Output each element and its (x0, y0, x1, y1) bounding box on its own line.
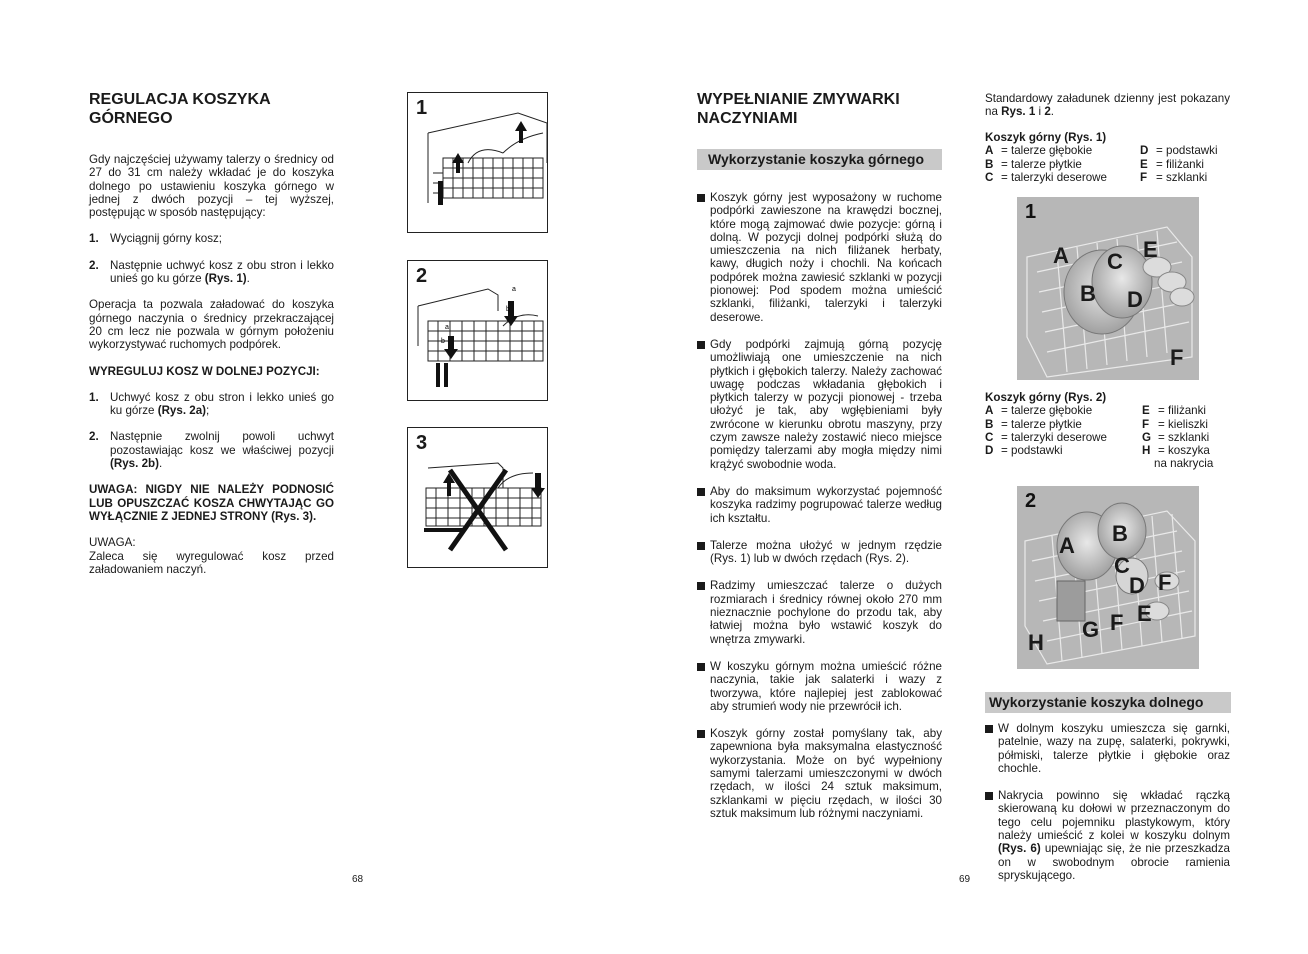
note-label: UWAGA: (89, 536, 136, 550)
photo-label-f: F (1158, 570, 1172, 595)
photo-label-a: A (1059, 533, 1075, 558)
bullet-text: upewniając się, że nie przeszkadza on w swobodnym obrocie ramienia spryskującego. (998, 842, 1230, 882)
legend-value: = talerze głębokie (1001, 144, 1093, 158)
legend-title: Koszyk górny (Rys. 1) (985, 131, 1107, 144)
figure-mark: b (441, 338, 445, 345)
photo-upper-basket-1 (1017, 197, 1199, 380)
upper-basket-bullets (697, 191, 942, 834)
intro-text: Standardowy załadunek dzienny jest pokazany na (985, 92, 1230, 119)
photo-label-d: D (1129, 573, 1145, 598)
legend-key: C (985, 430, 994, 444)
legend-value: = szklanki (1156, 170, 1208, 184)
legend-1 (985, 131, 1235, 184)
figure-reference: Rys. 1 (1001, 105, 1036, 119)
photo-label-h: H (1028, 630, 1044, 655)
photo-number: 1 (1025, 201, 1037, 223)
figure-mark: b (506, 306, 510, 313)
warning-paragraph: UWAGA: NIGDY NIE NALEŻY PODNOSIĆ LUB OPUSZCZAĆ KOSZA CHWYTAJĄC GO WYŁĄCZNIE Z JEDNEJ STRONY (Rys. 3). (89, 483, 334, 523)
legend-value: = talerze płytkie (1001, 417, 1082, 431)
legend-key: E (1140, 157, 1148, 171)
legend-key: D (1140, 144, 1149, 158)
legend-row (1142, 404, 1213, 417)
bullet-item: Koszyk górny jest wyposażony w ruchome podpórki zawieszone na krawędzi bocznej, które mogą zajmować dwie pozycje: górną i dolną. W pozycji dolnej podpórki służą do umieszczenia na nich filiżanek herbaty, kawy, długich noży i chochli. Na końcach podpórek można zawiesić szklanki w pozycji pionowej: Pod spodem można umieścić szklanki, filiżanki, talerzyki i talerzyki deserowe. (697, 191, 942, 324)
step-text: Uchwyć kosz z obu stron i lekko unieś go ku górze (110, 390, 334, 418)
legend-key: D (985, 444, 994, 458)
lower-basket-bullets (985, 722, 1230, 896)
photo-label-e: E (1137, 601, 1152, 626)
legend-value: = filiżanki (1156, 157, 1205, 171)
figure-reference: (Rys. 6) (998, 842, 1041, 856)
lower-basket-section-bar (985, 692, 1231, 713)
legend-key: E (1142, 404, 1150, 418)
legend-row (1142, 431, 1213, 444)
section-title: Wykorzystanie koszyka dolnego (989, 694, 1204, 710)
photo-label-f: F (1170, 345, 1184, 370)
photo-label-b: B (1112, 521, 1128, 546)
photo-label-d: D (1127, 287, 1143, 312)
figure-reference: (Rys. 1) (204, 272, 247, 286)
bullet-item: Talerze można ułożyć w jednym rzędzie (Rys. 1) lub w dwóch rzędach (Rys. 2). (697, 539, 942, 566)
step-text: Następnie uchwyć kosz z obu stron i lekko unieś go ku górze (110, 258, 334, 286)
legend-value: = podstawki (1001, 444, 1063, 458)
right-intro (985, 92, 1230, 119)
step-punct: . (246, 272, 250, 286)
photo-upper-basket-2 (1017, 486, 1199, 669)
legend-2 (985, 391, 1235, 471)
photo-label-a: A (1053, 243, 1069, 268)
legend-key: G (1142, 430, 1152, 444)
note-text: Zaleca się wyregulować kosz przed załadowaniem naczyń. (89, 549, 334, 576)
step-number: 2. (89, 258, 99, 272)
photo-number: 2 (1025, 490, 1037, 512)
legend-value: = podstawki (1156, 144, 1218, 158)
left-page-body (89, 153, 334, 576)
step-item (89, 259, 334, 286)
legend-key: F (1142, 417, 1150, 431)
lower-steps (89, 391, 334, 470)
step-item (89, 232, 334, 245)
legend-key: A (985, 144, 994, 158)
legend-row (1142, 444, 1213, 457)
legend-value: = talerze płytkie (1001, 157, 1082, 171)
legend-value: = talerzyki deserowe (1001, 430, 1108, 444)
figure-reference: (Rys. 2a) (157, 404, 207, 418)
legend-key: H (1142, 444, 1151, 458)
step-punct: . (158, 457, 163, 471)
photo-label-c: C (1114, 553, 1130, 578)
legend-row (1142, 418, 1213, 431)
lower-position-heading: WYREGULUJ KOSZ W DOLNEJ POZYCJI: (89, 364, 320, 378)
legend-key: B (985, 157, 994, 171)
legend-value: = koszyka (1158, 444, 1210, 458)
figure-mark: a (512, 286, 516, 293)
legend-right-col (1140, 144, 1218, 184)
legend-row (1140, 144, 1218, 157)
step-number: 2. (89, 430, 99, 444)
step-punct: ; (206, 404, 210, 418)
figure-mark: a (445, 324, 449, 331)
bullet-item (985, 789, 1230, 882)
legend-key: A (985, 404, 994, 418)
intro-paragraph: Gdy najczęściej używamy talerzy o średnicy od 27 do 31 cm należy wkładać je do koszyka dolnego po ustawieniu koszyka górnego w jednej z dwóch pozycji – tej wyższej, postępując w sposób następujący: (89, 153, 334, 220)
step-number: 1. (89, 390, 99, 404)
legend-title: Koszyk górny (Rys. 2) (985, 391, 1107, 404)
legend-value: = kieliszki (1158, 417, 1208, 431)
photo-label-g: G (1082, 617, 1100, 642)
operation-paragraph: Operacja ta pozwala załadować do koszyka górnego naczynia o średnicy przekraczającej 20 cm lecz nie pozwala w górnym położeniu wykorzystywać ruchomych podpórek. (89, 298, 334, 352)
section-title: Wykorzystanie koszyka górnego (708, 151, 925, 167)
figure-number: 2 (416, 265, 428, 287)
legend-value: = szklanki (1158, 430, 1210, 444)
figure-3 (407, 427, 548, 568)
bullet-item: W dolnym koszyku umieszcza się garnki, patelnie, wazy na zupę, salaterki, pokrywki, półmiski, talerze płytkie i głębokie oraz chochle. (985, 722, 1230, 775)
step-item (89, 391, 334, 418)
bullet-item: W koszyku górnym można umieścić różne naczynia, takie jak salaterki i wazy z tworzywa, które najlepiej jest zablokować aby strumień wody nie przewrócił ich. (697, 660, 942, 713)
bullet-text: Nakrycia powinno się wkładać rączką skierowaną ku dołowi w przeznaczonym do tego celu pojemniku plastykowym, który należy umieścić z kolei w koszyku dolnym (998, 789, 1230, 843)
bullet-item: Radzimy umieszczać talerze o dużych rozmiarach i średnicy równej około 270 mm nieznacznie pochylone do przodu tak, aby łatwiej można było wstawić koszyk do wnętrza zmywarki. (697, 579, 942, 645)
figure-number: 3 (416, 432, 428, 454)
page-number-left: 68 (352, 874, 364, 885)
bullet-item: Koszyk górny został pomyślany tak, aby zapewniona była maksymalna elastyczność wykorzystania. Może on być wypełniony samymi talerzami umieszczonymi w dwóch rzędach, w ilości 24 sztuk maksimum, szklankami w pięciu rzędach, w ilości 30 sztuk maksimum lub różnymi naczyniami. (697, 727, 942, 820)
legend-row (1140, 171, 1218, 184)
basket-raise-illustration (408, 93, 548, 233)
legend-right-col (1142, 404, 1213, 470)
legend-row (1142, 457, 1213, 470)
page-number-right: 69 (959, 874, 971, 885)
bullet-item: Gdy podpórki zajmują górną pozycję umożliwiają one umieszczenie na nich płytkich i głębokich talerzy. Należy zachować uwagę podczas wkładania głębokich i płytkich talerzy w pozycji pionowej - trzeba ułożyć je tak, aby wgłębieniami były zwrócone w kierunku obrotu maszyny, przy czym zawsze należy zostawić nieco miejsce pomiędzy talerzami aby mogła między nimi krążyć swobodnie woda. (697, 338, 942, 471)
legend-value: na nakrycia (1154, 457, 1214, 471)
bullet-item: Aby do maksimum wykorzystać pojemność koszyka radzimy pogrupować talerze według ich kształtu. (697, 485, 942, 525)
legend-value: = talerze głębokie (1001, 404, 1093, 418)
legend-key: F (1140, 170, 1148, 184)
intro-text: i (1035, 105, 1045, 119)
wrong-lift-illustration (408, 428, 548, 568)
raise-steps (89, 232, 334, 285)
left-page-title: REGULACJA KOSZYKA GÓRNEGO (89, 91, 271, 127)
legend-value: = talerzyki deserowe (1001, 170, 1108, 184)
step-number: 1. (89, 232, 99, 246)
step-text: Wyciągnij górny kosz; (110, 232, 223, 246)
legend-key: C (985, 170, 994, 184)
photo-label-b: B (1080, 281, 1096, 306)
figure-1 (407, 92, 548, 233)
basket-photo-illustration (1017, 486, 1199, 669)
photo-label-c: C (1107, 249, 1123, 274)
intro-text: . (1050, 105, 1055, 119)
legend-key: B (985, 417, 994, 431)
upper-basket-section-bar (697, 149, 942, 170)
legend-value: = filiżanki (1158, 404, 1207, 418)
step-item (89, 430, 334, 470)
photo-label-f: F (1110, 610, 1124, 635)
figure-reference: (Rys. 2b) (110, 457, 159, 471)
legend-row (1140, 158, 1218, 171)
middle-title: WYPEŁNIANIE ZMYWARKI NACZYNIAMI (697, 91, 900, 127)
photo-label-e: E (1143, 237, 1158, 262)
step-text: Następnie zwolnij powoli uchwyt pozostawiając kosz we właściwej pozycji (110, 430, 334, 457)
figure-reference: 2 (1044, 105, 1051, 119)
basket-lower-illustration (408, 261, 548, 401)
figure-number: 1 (416, 97, 428, 119)
figure-2 (407, 260, 548, 401)
